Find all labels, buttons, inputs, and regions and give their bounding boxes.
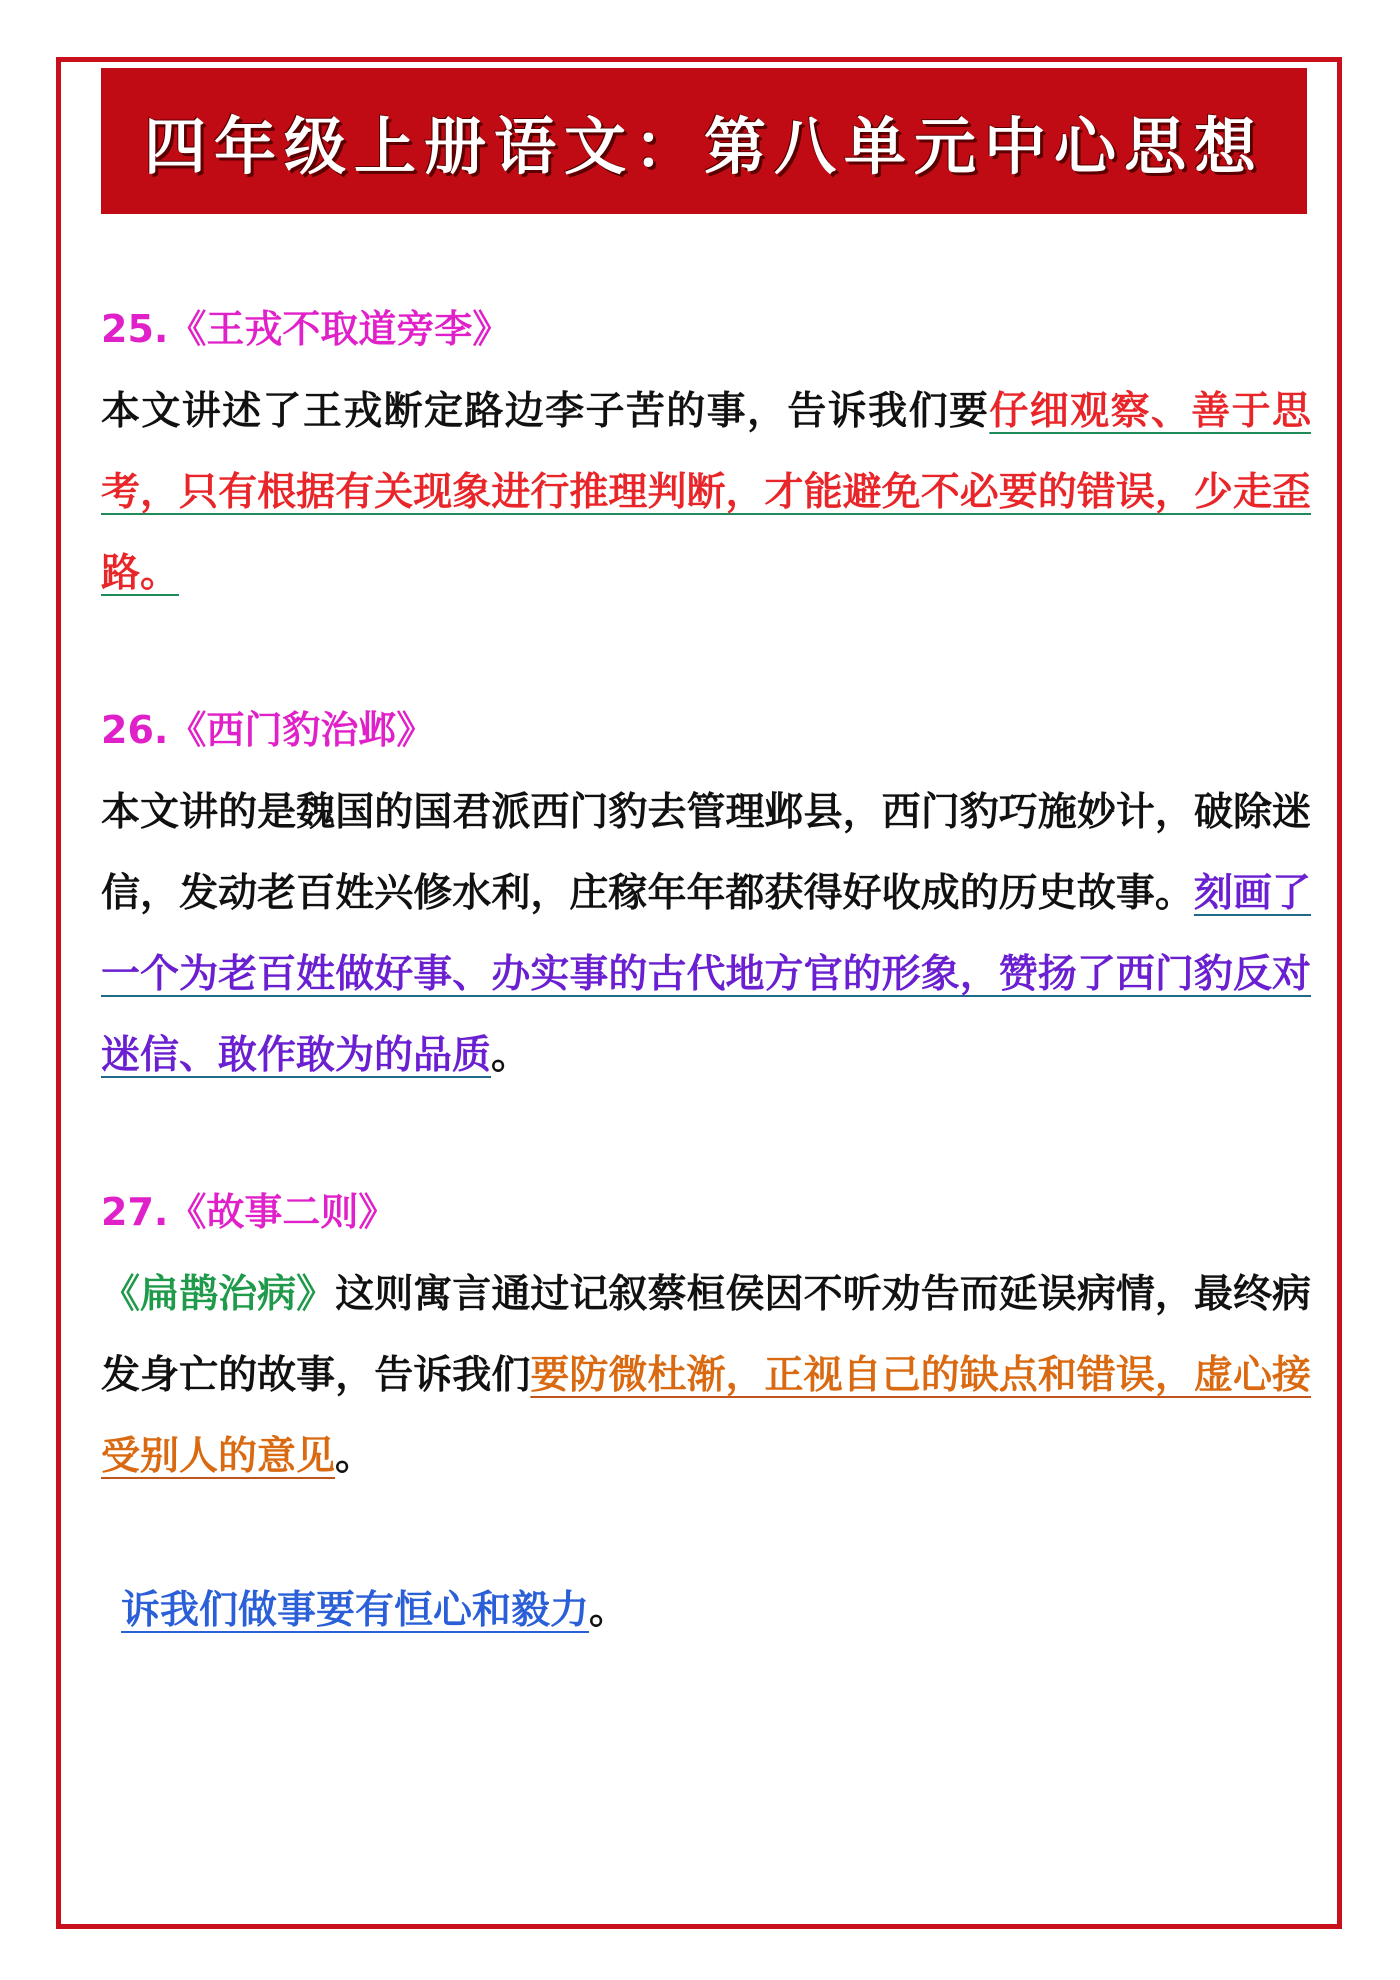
section-title-26: 26.《西门豹治邺》 [101,708,435,752]
story-title: 《扁鹊治病》 [101,1272,336,1317]
body-text-end: 。 [491,1033,531,1078]
body-text-end: 。 [589,1588,629,1633]
body-text: 这则寓言通过记叙蔡桓侯因不听劝告而延误病情，最终病发身亡的故事，告诉我们 [101,1272,1311,1398]
section-body-27 [101,1254,1311,1497]
section-body-26 [101,772,1311,1096]
key-point-highlight: 仔细观察、善于思考，只有根据有关现象进行推理判断，才能避免不必要的错误，少走歪路。 [101,389,1311,596]
trailing-line [121,1570,628,1651]
section-title-25: 25.《王戎不取道旁李》 [101,307,511,351]
title-banner [101,68,1307,214]
body-text-end: 。 [335,1434,375,1479]
key-point-highlight: 诉我们做事要有恒心和毅力 [121,1588,590,1633]
body-text: 本文讲的是魏国的国君派西门豹去管理邺县，西门豹巧施妙计，破除迷信，发动老百姓兴修水利，庄稼年年都获得好收成的历史故事。 [101,790,1311,916]
section-body-25 [101,371,1311,614]
key-point-highlight: 刻画了一个为老百姓做好事、办实事的古代地方官的形象，赞扬了西门豹反对迷信、敢作敢为的品质 [101,871,1311,1078]
body-text: 本文讲述了王戎断定路边李子苦的事，告诉我们要 [101,389,990,434]
page-title: 四年级上册语文：第八单元中心思想 [143,109,1264,183]
key-point-highlight: 要防微杜渐，正视自己的缺点和错误，虚心接受别人的意见 [101,1353,1311,1479]
section-title-27: 27.《故事二则》 [101,1190,397,1234]
